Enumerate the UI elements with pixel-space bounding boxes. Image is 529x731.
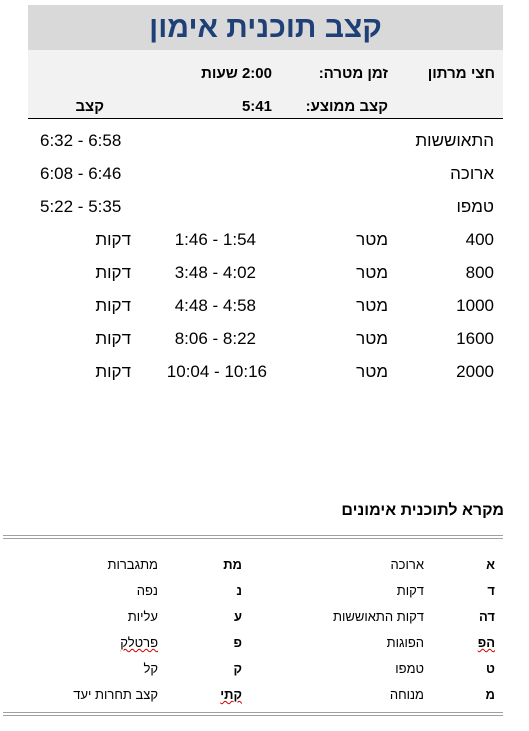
interval-time-unit: דקות <box>95 263 131 282</box>
legend-abbr: ט <box>486 661 495 676</box>
legend-abbr: מת <box>223 557 242 572</box>
legend-title: מקרא לתוכנית אימונים <box>341 502 504 519</box>
legend-label: ארוכה <box>390 557 424 572</box>
interval-distance: 2000 <box>456 362 494 381</box>
legend-abbr: הפ <box>477 635 495 650</box>
page-title: קצב תוכנית אימון <box>149 10 382 44</box>
legend-label: דקות התאוששות <box>333 609 424 624</box>
pace-range: 5:22 - 5:35 <box>40 197 122 216</box>
race-name: חצי מרתון <box>427 65 495 82</box>
interval-time-unit: דקות <box>95 362 131 381</box>
legend-label: קל <box>143 661 158 676</box>
header-divider <box>28 118 503 119</box>
pace-name: טמפו <box>456 197 494 216</box>
interval-unit: מטר <box>356 362 388 381</box>
avg-pace-value: 5:41 <box>241 98 272 115</box>
legend-label: מנוחה <box>389 687 424 702</box>
goal-time-label: זמן מטרה: <box>318 65 388 82</box>
interval-distance: 1600 <box>456 329 494 348</box>
pace-range: 6:32 - 6:58 <box>40 131 122 150</box>
legend-abbr: מ <box>485 687 495 702</box>
legend-label: מתגברות <box>107 557 158 572</box>
goal-time-value: 2:00 שעות <box>201 65 272 82</box>
legend-label: עליות <box>127 609 158 624</box>
pace-column-header: קצב <box>75 98 104 115</box>
legend-abbr: ד <box>487 583 495 598</box>
pace-name: ארוכה <box>450 164 494 183</box>
legend-abbr: ע <box>233 609 242 624</box>
interval-range: 4:48 - 4:58 <box>174 296 256 315</box>
legend-label: קצב תחרות יעד <box>73 687 158 702</box>
legend-label: טמפו <box>395 661 424 676</box>
interval-unit: מטר <box>356 263 388 282</box>
legend-label: פרטלק <box>120 635 158 650</box>
interval-range: 10:04 - 10:16 <box>166 362 267 381</box>
legend-abbr: ק <box>233 661 242 676</box>
legend-label: דקות <box>396 583 424 598</box>
interval-unit: מטר <box>356 329 388 348</box>
interval-range: 1:46 - 1:54 <box>174 230 256 249</box>
interval-time-unit: דקות <box>95 230 131 249</box>
avg-pace-label: קצב ממוצע: <box>305 98 388 115</box>
legend-label: הפוגות <box>386 635 424 650</box>
legend-top-rule <box>3 535 503 539</box>
legend-abbr: א <box>486 557 495 572</box>
pace-name: התאוששות <box>415 131 494 150</box>
interval-time-unit: דקות <box>95 329 131 348</box>
pace-range: 6:08 - 6:46 <box>40 164 122 183</box>
interval-range: 8:06 - 8:22 <box>174 329 256 348</box>
legend-abbr: קתי <box>220 687 242 702</box>
legend-label: נפה <box>136 583 158 598</box>
interval-distance: 800 <box>465 263 494 282</box>
interval-distance: 1000 <box>456 296 494 315</box>
legend-abbr: דה <box>479 609 495 624</box>
interval-time-unit: דקות <box>95 296 131 315</box>
legend-bottom-rule <box>3 712 503 716</box>
legend-abbr: נ <box>236 583 242 598</box>
legend-abbr: פ <box>233 635 242 650</box>
interval-distance: 400 <box>465 230 494 249</box>
interval-unit: מטר <box>356 230 388 249</box>
interval-range: 3:48 - 4:02 <box>174 263 256 282</box>
interval-unit: מטר <box>356 296 388 315</box>
